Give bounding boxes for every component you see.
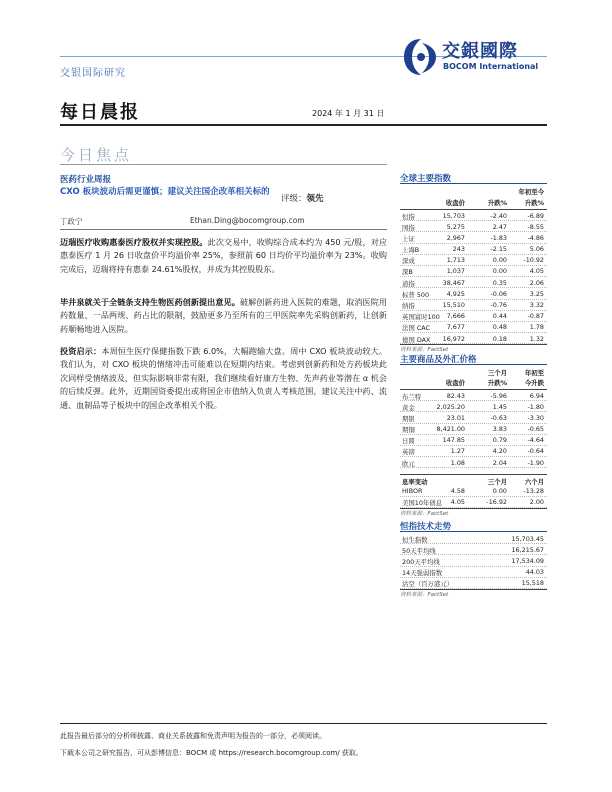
index-row-close: 16,972 [442, 334, 465, 343]
commodity-row-close: 2,025.20 [436, 402, 465, 411]
index-row-chg: 0.00 [492, 267, 507, 276]
indices-table [400, 185, 547, 353]
technical-row-value: 15,703.45 [511, 534, 544, 543]
indices-title: 全球主要指数 [400, 174, 452, 184]
title-rule [60, 124, 547, 126]
index-row [400, 210, 547, 221]
index-row [400, 277, 547, 288]
paragraph-3 [60, 345, 387, 412]
technicals-title-rule [400, 531, 547, 532]
indices-col-ytd-top: 年初至今 [518, 188, 544, 196]
index-row-ytd: 1.32 [529, 334, 544, 343]
technical-row-name: 50天平均线 [402, 546, 436, 555]
index-row [400, 221, 547, 232]
commodity-row-chg: 3.83 [492, 425, 507, 434]
paragraph-1-body: 此次交易中，收购综合成本约为 450 元/股，对应惠泰医疗 1 月 26 日收盘价平均溢价率 25%，参照前 60 日均价平均溢价率为 23%。收购完成后，迈瑞将持有惠泰 24.61%股权，并成为其控股股东。 [60, 237, 387, 274]
commodity-row-name: 期银 [402, 414, 415, 423]
index-row-ytd: -10.92 [523, 256, 544, 265]
index-row-chg: -0.76 [490, 301, 507, 309]
index-row-close: 1,037 [446, 267, 465, 276]
index-row [400, 333, 547, 344]
index-row-name: 上证 [402, 234, 415, 243]
commodity-row-ytd: -4.64 [527, 436, 544, 445]
author-rule [60, 229, 387, 230]
index-row [400, 311, 547, 322]
rates-label: 息率变动 [402, 477, 428, 486]
technical-row-name: 200天平均线 [402, 557, 440, 566]
technical-row [400, 567, 547, 578]
index-row-name: 深B [402, 268, 413, 277]
commodity-row [400, 446, 547, 457]
brand-name: 交银国际研究 [60, 68, 126, 79]
commodity-row-ytd: -0.64 [527, 447, 544, 456]
paragraph-1-lead: 迈瑞医疗收购惠泰医疗股权并实现控股。 [60, 237, 208, 247]
index-row-close: 5,275 [446, 222, 465, 231]
index-row-ytd: 4.05 [529, 267, 544, 276]
index-row-name: 标普 500 [402, 290, 430, 299]
index-row-chg: -0.06 [490, 289, 507, 298]
index-row-close: 1,713 [446, 256, 465, 265]
index-row [400, 232, 547, 243]
index-row-close: 38,467 [442, 278, 465, 287]
index-row [400, 266, 547, 277]
article-category: 医药行业周报 [60, 175, 112, 185]
commodity-row [400, 424, 547, 435]
commodity-row-close: 23.01 [446, 413, 465, 422]
page-title: 每日晨报 [60, 102, 140, 123]
indices-source: 资料来源：FactSet [400, 347, 449, 354]
index-row-close: 15,703 [442, 211, 465, 220]
index-row-close: 243 [452, 245, 465, 254]
commodities-source: 资料来源：FactSet [400, 510, 449, 517]
technical-row [400, 578, 547, 589]
paragraph-2 [60, 296, 387, 336]
rate-row-name: HIBOR [402, 487, 423, 495]
paragraph-3-body: 本周恒生医疗保健指数下跌 6.0%，大幅跑输大盘。周中 CXO 板块波动较大。我们认为，对 CXO 板块的情绪冲击可能难以在短期内结束。考虑到创新药和处方药板块此次同样受情绪波及，但实际影响非常有限，我们继续看好康方生物、先声药业等潜在 α 机会的后续反弹。此外，近期国资委提出或将国企市值纳入负责人考核范围，建议关注中药、流通、血制品等子板块中的国企改革相关个股。 [60, 346, 387, 410]
technical-row-value: 44.03 [525, 568, 544, 577]
index-row [400, 255, 547, 266]
rate-row-chg: 0.00 [492, 487, 507, 495]
rate-row-name: 美国10年债息 [402, 499, 443, 508]
index-row [400, 244, 547, 255]
commodities-col-close: 收盘价 [445, 379, 465, 387]
commodity-row-name: 欧元 [402, 459, 415, 468]
logo-text-en: BOCOM International [443, 62, 539, 71]
commodities-col-ytd-top: 年初至 [524, 369, 544, 377]
index-row-close: 15,510 [442, 301, 465, 309]
technical-row-name: 沽空（百万港元） [402, 580, 454, 589]
rate-row-ytd: -13.28 [523, 487, 544, 495]
commodity-row-ytd: -0.65 [527, 425, 544, 434]
index-row-chg: -1.83 [490, 233, 507, 242]
commodity-row [400, 457, 547, 468]
index-row-ytd: 1.78 [529, 323, 544, 332]
commodity-row-close: 82.43 [446, 391, 465, 400]
indices-header [400, 185, 547, 209]
paragraph-2-body: 破解创新药进入医院的难题，取消医院用药数量、一品两规、药占比的限制，鼓励更多乃至所有的三甲医院率先采购创新药，让创新药顺畅地进入医院。 [60, 297, 387, 334]
index-row-name: 纳指 [402, 302, 415, 310]
indices-col-chg: 升跌% [487, 199, 507, 207]
author-name: 丁政宁 [60, 217, 83, 226]
rate-row-chg: -16.92 [486, 498, 507, 507]
disclaimer-note: 此报告最后部分的分析师披露、商业关系披露和免责声明为报告的一部分，必须阅读。 [60, 732, 326, 740]
index-row [400, 322, 547, 333]
index-row-close: 2,967 [446, 233, 465, 242]
index-row-ytd: 3.32 [529, 301, 544, 309]
index-row [400, 288, 547, 299]
rating-value: 领先 [306, 194, 324, 204]
index-row-close: 4,925 [446, 289, 465, 298]
commodity-row-close: 147.85 [442, 436, 465, 445]
commodity-row-close: 1.27 [450, 447, 465, 456]
rate-row-close: 4.05 [450, 498, 465, 507]
technicals-rows [400, 533, 547, 589]
index-row-name: 恒指 [402, 212, 415, 221]
commodities-title: 主要商品及外汇价格 [400, 355, 477, 365]
index-row-name: 英国富时100 [402, 313, 440, 322]
rate-row [400, 497, 547, 508]
technical-row [400, 544, 547, 555]
commodities-header [400, 366, 547, 389]
commodity-row-name: 布兰特 [402, 392, 422, 401]
indices-title-rule [400, 183, 547, 184]
section-title: 今日焦点 [60, 146, 133, 164]
index-row-chg: 0.44 [492, 312, 507, 321]
commodity-row-chg: 1.45 [492, 402, 507, 411]
section-rule [60, 164, 387, 165]
index-row-chg: 0.18 [492, 334, 507, 343]
rating-label: 评级： [281, 194, 307, 204]
commodity-row-close: 8,421.00 [436, 425, 465, 434]
index-row-close: 7,666 [446, 312, 465, 321]
commodities-table [400, 366, 547, 517]
index-row [400, 300, 547, 311]
bocom-logo-icon [402, 37, 440, 77]
technical-row-value: 17,534.09 [511, 556, 544, 565]
article-headline[interactable]: CXO 板块波动后需更谨慎；建议关注国企改革相关标的 [60, 187, 270, 197]
commodity-row-chg: -0.63 [490, 413, 507, 422]
index-row-ytd: 2.06 [529, 278, 544, 287]
paragraph-1 [60, 236, 387, 276]
rating [281, 192, 324, 204]
rates-rows [400, 486, 547, 508]
technicals-source: 资料来源：FactSet [400, 591, 449, 598]
rates-header [400, 475, 547, 485]
commodity-row-ytd: -1.90 [527, 458, 544, 467]
indices-col-close: 收盘价 [445, 199, 465, 207]
commodity-row-close: 1.08 [450, 458, 465, 467]
index-row-close: 7,677 [446, 323, 465, 332]
index-row-ytd: -8.55 [527, 222, 544, 231]
commodity-row-name: 日圆 [402, 437, 415, 446]
paragraph-2-lead: 毕井泉就关于全链条支持生物医药创新提出意见。 [60, 297, 240, 307]
commodities-col-3m-top: 三个月 [487, 369, 507, 377]
index-row-name: 法国 CAC [402, 324, 430, 333]
commodities-title-rule [400, 364, 547, 365]
index-row-ytd: 5.06 [529, 245, 544, 254]
index-row-ytd: -6.89 [527, 211, 544, 220]
commodity-row [400, 390, 547, 401]
index-row-name: 道指 [402, 279, 415, 288]
commodity-row-ytd: 6.94 [529, 391, 544, 400]
technical-row [400, 533, 547, 544]
technicals-table [400, 533, 547, 598]
index-row-chg: 0.48 [492, 323, 507, 332]
rate-row-ytd: 2.00 [529, 498, 544, 507]
index-row-chg: -2.15 [490, 245, 507, 254]
commodity-row-name: 英镑 [402, 448, 415, 457]
commodity-row [400, 412, 547, 423]
technical-row-value: 16,215.67 [511, 545, 544, 554]
index-row-ytd: 3.25 [529, 289, 544, 298]
commodity-row-chg: 0.79 [492, 436, 507, 445]
commodity-row-chg: 4.20 [492, 447, 507, 456]
commodity-row-chg: 2.04 [492, 458, 507, 467]
technical-row [400, 555, 547, 566]
commodity-row-ytd: -1.80 [527, 402, 544, 411]
paragraph-3-lead: 投资启示： [60, 346, 102, 356]
commodity-row-name: 黄金 [402, 403, 415, 412]
rate-row-close: 4.58 [450, 487, 465, 495]
index-row-chg: 0.35 [492, 278, 507, 287]
index-row-name: 国指 [402, 223, 415, 232]
index-row-chg: 2.47 [492, 222, 507, 231]
commodity-row-chg: -5.96 [490, 391, 507, 400]
commodity-row [400, 401, 547, 412]
index-row-chg: -2.40 [490, 211, 507, 220]
index-row-ytd: -4.86 [527, 233, 544, 242]
logo-text-cn: 交銀國際 [442, 41, 518, 62]
technical-row-name: 恒生指数 [402, 535, 428, 544]
indices-col-ytd: 升跌% [524, 199, 544, 207]
commodities-col-3m: 升跌% [487, 379, 507, 387]
rates-col-6m: 六个月 [524, 477, 544, 486]
author-email[interactable]: Ethan.Ding@bocomgroup.com [190, 216, 305, 225]
rates-col-3m: 三个月 [487, 477, 507, 486]
technicals-title: 恒指技术走势 [400, 522, 452, 532]
technical-row-value: 15,518 [521, 579, 544, 588]
commodity-row-ytd: -3.30 [527, 413, 544, 422]
index-row-name: 深成 [402, 257, 415, 266]
indices-rows [400, 210, 547, 344]
index-row-ytd: -0.87 [527, 312, 544, 321]
index-row-chg: 0.00 [492, 256, 507, 265]
index-row-name: 德国 DAX [402, 335, 431, 344]
commodities-rows [400, 390, 547, 468]
commodity-row-name: 期铜 [402, 426, 415, 435]
download-note[interactable]: 下载本公司之研究报告，可从彭博信息：BOCM 或 https://research.bocomgroup.com/ 获取。 [60, 749, 363, 757]
index-row-name: 上海B [402, 246, 420, 255]
commodity-row [400, 435, 547, 446]
technical-row-name: 14天强弱指数 [402, 569, 443, 578]
footer-rule [60, 723, 547, 724]
author-line [60, 216, 387, 226]
rate-row [400, 486, 547, 497]
report-date: 2024 年 1 月 31 日 [312, 109, 385, 118]
commodities-col-ytd: 今升跌 [524, 379, 544, 387]
